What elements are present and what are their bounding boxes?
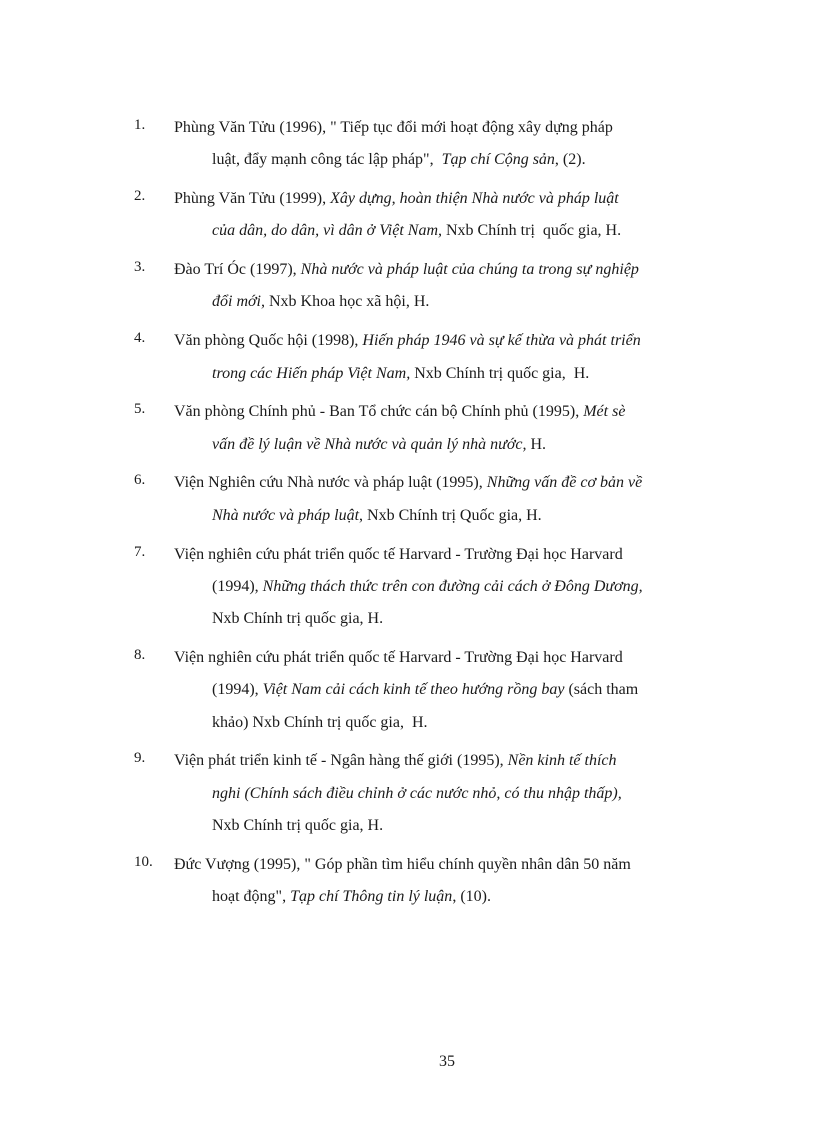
reference-text xyxy=(174,325,740,390)
italic-title-segment: Những vấn đề cơ bản về xyxy=(486,474,643,492)
reference-text xyxy=(174,396,740,461)
reference-continuation-line xyxy=(174,286,740,318)
text-segment: Nxb Khoa học xã hội, H. xyxy=(264,293,430,311)
reference-first-line xyxy=(174,642,740,674)
reference-continuation-line xyxy=(174,707,740,739)
text-segment: hoạt động", xyxy=(212,888,291,906)
reference-number: 3. xyxy=(134,259,146,276)
page-number: 35 xyxy=(439,1053,455,1070)
text-segment: (1994), xyxy=(212,577,263,595)
text-segment: Nxb Chính trị quốc gia, H. xyxy=(212,610,384,628)
reference-continuation-line xyxy=(174,215,740,247)
text-segment: Phùng Văn Tửu (1999), xyxy=(174,190,331,208)
italic-title-segment: vấn đề lý luận về Nhà nước và quản lý nhà nước, xyxy=(212,435,527,453)
italic-title-segment: Những thách thức trên con đường cải cách ở Đông Dương, xyxy=(262,577,643,595)
text-segment: Văn phòng Chính phủ - Ban Tổ chức cán bộ Chính phủ (1995), xyxy=(174,403,584,421)
reference-number: 2. xyxy=(134,188,146,205)
reference-first-line xyxy=(174,396,740,428)
text-segment: Viện nghiên cứu phát triển quốc tế Harvard - Trường Đại học Harvard xyxy=(174,545,623,563)
reference-continuation-line xyxy=(174,603,740,635)
reference-item xyxy=(134,642,740,739)
reference-text xyxy=(174,745,740,842)
reference-item xyxy=(134,254,740,319)
text-segment: Viện nghiên cứu phát triển quốc tế Harvard - Trường Đại học Harvard xyxy=(174,648,623,666)
text-segment: , (10). xyxy=(452,888,491,906)
italic-title-segment: Xây dựng, hoàn thiện Nhà nước và pháp luật xyxy=(330,190,619,208)
reference-first-line xyxy=(174,745,740,777)
reference-item xyxy=(134,539,740,636)
text-segment: Viện Nghiên cứu Nhà nước và pháp luật (1995), xyxy=(174,474,487,492)
text-segment: Văn phòng Quốc hội (1998), xyxy=(174,332,363,350)
text-segment: Viện phát triển kinh tế - Ngân hàng thế giới (1995), xyxy=(174,752,508,770)
reference-continuation-line xyxy=(174,674,740,706)
reference-text xyxy=(174,183,740,248)
reference-number: 1. xyxy=(134,117,146,133)
reference-text xyxy=(174,849,740,914)
text-segment: Nxb Chính trị quốc gia, H. xyxy=(442,222,622,240)
reference-text xyxy=(174,112,740,177)
reference-continuation-line xyxy=(174,571,740,603)
reference-first-line xyxy=(174,849,740,881)
italic-title-segment: Việt Nam cải cách kinh tế theo hướng rồng bay xyxy=(262,681,565,699)
reference-number: 7. xyxy=(134,543,146,560)
reference-item xyxy=(134,849,740,914)
reference-item xyxy=(134,112,740,177)
reference-first-line xyxy=(174,254,740,286)
italic-title-segment: trong các Hiến pháp Việt Nam, xyxy=(212,364,411,382)
reference-first-line xyxy=(174,325,740,357)
italic-title-segment: Tạp chí Thông tin lý luận xyxy=(290,888,453,906)
text-segment: (1994), xyxy=(212,681,263,699)
text-segment: luật, đẩy mạnh công tác lập pháp", xyxy=(212,151,442,169)
reference-item xyxy=(134,325,740,390)
reference-continuation-line xyxy=(174,358,740,390)
reference-continuation-line xyxy=(174,778,740,810)
reference-item xyxy=(134,396,740,461)
reference-number: 10. xyxy=(134,853,153,870)
text-segment: , Nxb Chính trị Quốc gia, H. xyxy=(359,506,542,524)
reference-item xyxy=(134,745,740,842)
italic-title-segment: nghi (Chính sách điều chỉnh ở các nước nhỏ, có thu nhập thấp), xyxy=(212,784,622,802)
text-segment: (sách tham xyxy=(564,681,639,699)
reference-list xyxy=(134,112,740,920)
reference-continuation-line xyxy=(174,810,740,842)
italic-title-segment: Mét sè xyxy=(583,403,626,421)
italic-title-segment: Nền kinh tế thích xyxy=(507,752,617,770)
text-segment: Nxb Chính trị quốc gia, H. xyxy=(212,816,384,834)
reference-number: 4. xyxy=(134,330,146,347)
text-segment: Đào Trí Óc (1997), xyxy=(174,261,301,279)
reference-number: 5. xyxy=(134,401,146,418)
reference-first-line xyxy=(174,539,740,571)
italic-title-segment: Hiến pháp 1946 và sự kế thừa và phát triển xyxy=(362,332,641,350)
reference-first-line xyxy=(174,112,740,144)
reference-item xyxy=(134,467,740,532)
reference-number: 6. xyxy=(134,472,146,489)
reference-continuation-line xyxy=(174,429,740,461)
italic-title-segment: Tạp chí Cộng sản xyxy=(441,151,555,169)
italic-title-segment: đổi mới, xyxy=(212,293,265,311)
reference-continuation-line xyxy=(174,144,740,176)
reference-text xyxy=(174,642,740,739)
reference-text xyxy=(174,467,740,532)
text-segment: , (2). xyxy=(554,151,586,169)
reference-first-line xyxy=(174,467,740,499)
italic-title-segment: của dân, do dân, vì dân ở Việt Nam, xyxy=(212,222,442,240)
text-segment: khảo) Nxb Chính trị quốc gia, H. xyxy=(212,713,428,731)
italic-title-segment: Nhà nước và pháp luật của chúng ta trong sự nghiệp xyxy=(300,261,639,279)
reference-number: 8. xyxy=(134,646,146,663)
reference-first-line xyxy=(174,183,740,215)
text-segment: Nxb Chính trị quốc gia, H. xyxy=(410,364,590,382)
reference-text xyxy=(174,539,740,636)
text-segment: Đức Vượng (1995), " Góp phần tìm hiểu chính quyền nhân dân 50 năm xyxy=(174,855,631,873)
reference-text xyxy=(174,254,740,319)
reference-item xyxy=(134,183,740,248)
reference-continuation-line xyxy=(174,881,740,913)
italic-title-segment: Nhà nước và pháp luật xyxy=(212,506,360,524)
reference-number: 9. xyxy=(134,750,146,767)
reference-continuation-line xyxy=(174,500,740,532)
text-segment: Phùng Văn Tửu (1996), " Tiếp tục đổi mới hoạt động xây dựng pháp xyxy=(174,119,613,136)
text-segment: H. xyxy=(526,435,547,453)
